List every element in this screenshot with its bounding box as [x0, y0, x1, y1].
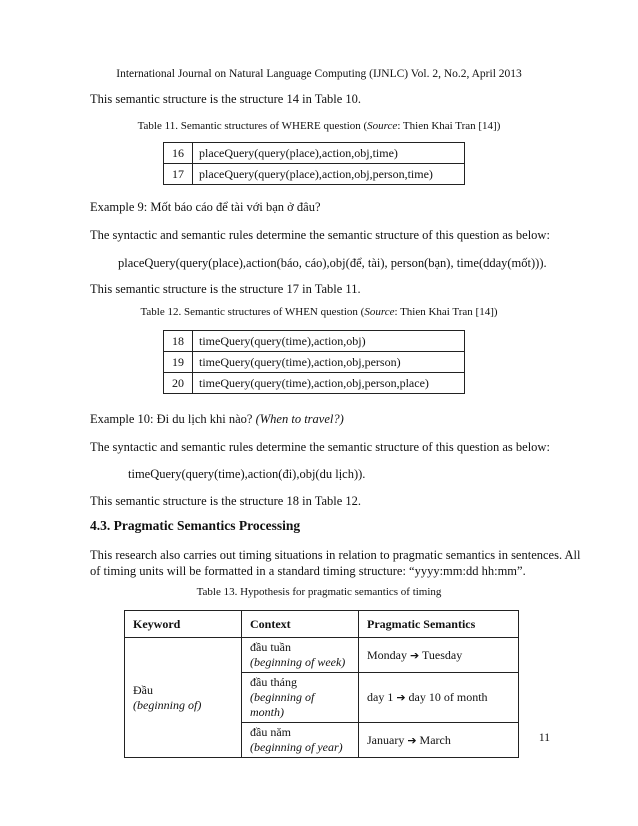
- paragraph-pragmatic-1: This research also carries out timing situations in relation to pragmatic semantics in sentences. All: [90, 548, 581, 562]
- table-header-row: [125, 611, 519, 638]
- paragraph-structure-17: This semantic structure is the structure 17 in Table 11.: [90, 282, 361, 296]
- row-number: 16: [164, 143, 193, 164]
- row-number: 17: [164, 164, 193, 185]
- example-10-text: Example 10: Đi du lịch khi nào?: [90, 412, 256, 426]
- table-11-caption: [0, 120, 638, 132]
- table-12: [163, 330, 465, 394]
- row-structure: placeQuery(query(place),action,obj,person,time): [193, 164, 465, 185]
- caption-text: : Thien Khai Tran [14]): [397, 120, 501, 132]
- page-number: 11: [538, 732, 550, 744]
- context-en: (beginning of year): [250, 740, 343, 754]
- journal-header: International Journal on Natural Language Computing (IJNLC) Vol. 2, No.2, April 2013: [116, 68, 522, 80]
- paragraph-rules-10: The syntactic and semantic rules determine the semantic structure of this question as below:: [90, 440, 550, 454]
- range-end: Tuesday: [422, 647, 463, 662]
- row-structure: timeQuery(query(time),action,obj,person): [193, 352, 465, 373]
- keyword-en: (beginning of): [133, 697, 202, 712]
- table-row: [164, 331, 465, 352]
- context-cell: [242, 638, 359, 673]
- table-row: [164, 164, 465, 185]
- rule-example-9: placeQuery(query(place),action(báo, cáo),obj(để, tài), person(bạn), time(dday(mốt))).: [118, 256, 547, 270]
- caption-source: Source: [364, 306, 395, 318]
- column-header-context: Context: [242, 611, 359, 638]
- keyword-vi: Đầu: [133, 682, 153, 697]
- arrow-right-icon: ➔: [410, 648, 420, 662]
- caption-source: Source: [367, 120, 398, 132]
- pragmatic-cell: [359, 723, 519, 758]
- row-structure: placeQuery(query(place),action,obj,time): [193, 143, 465, 164]
- table-13-caption: Table 13. Hypothesis for pragmatic semantics of timing: [196, 586, 442, 598]
- table-13: [124, 610, 519, 758]
- table-row: [164, 373, 465, 394]
- arrow-right-icon: ➔: [407, 733, 417, 747]
- table-12-caption: [0, 306, 638, 318]
- row-number: 20: [164, 373, 193, 394]
- caption-text: Table 11. Semantic structures of WHERE question (: [137, 120, 368, 132]
- table-row: [164, 352, 465, 373]
- section-heading: 4.3. Pragmatic Semantics Processing: [90, 518, 301, 533]
- paragraph-pragmatic-2: of timing units will be formatted in a standard timing structure: “yyyy:mm:dd hh:mm”.: [90, 564, 526, 578]
- caption-text: Table 12. Semantic structures of WHEN question (: [140, 306, 365, 318]
- table-row: [125, 638, 519, 673]
- table-row: [164, 143, 465, 164]
- context-vi: đầu tuần: [250, 640, 291, 654]
- context-cell: [242, 673, 359, 723]
- context-cell: [242, 723, 359, 758]
- pragmatic-cell: [359, 638, 519, 673]
- row-structure: timeQuery(query(time),action,obj): [193, 331, 465, 352]
- example-10-translation: (When to travel?): [255, 412, 344, 426]
- arrow-right-icon: ➔: [396, 691, 406, 704]
- paragraph-rules-9: The syntactic and semantic rules determine the semantic structure of this question as below:: [90, 228, 550, 242]
- rule-example-10: timeQuery(query(time),action(đi),obj(du lịch)).: [128, 467, 366, 481]
- example-10: [90, 412, 344, 427]
- paragraph-structure-18: This semantic structure is the structure 18 in Table 12.: [90, 494, 362, 508]
- context-en: (beginning of month): [250, 690, 315, 719]
- context-vi: đầu tháng: [250, 675, 297, 689]
- row-number: 19: [164, 352, 193, 373]
- caption-text: : Thien Khai Tran [14]): [394, 306, 498, 318]
- range-end: March: [419, 732, 451, 747]
- row-number: 18: [164, 331, 193, 352]
- range-start: January: [367, 732, 405, 747]
- range-start: Monday: [367, 647, 407, 662]
- context-en: (beginning of week): [250, 655, 346, 669]
- pragmatic-cell: [359, 673, 519, 723]
- paragraph-structure-14: This semantic structure is the structure 14 in Table 10.: [90, 92, 362, 106]
- column-header-pragmatic: Pragmatic Semantics: [359, 611, 519, 638]
- column-header-keyword: Keyword: [125, 611, 242, 638]
- row-structure: timeQuery(query(time),action,obj,person,place): [193, 373, 465, 394]
- range-start: day 1: [367, 690, 394, 704]
- table-11: [163, 142, 465, 185]
- example-9: Example 9: Mốt báo cáo để tài với bạn ở đâu?: [90, 200, 321, 214]
- keyword-cell: [125, 638, 242, 758]
- context-vi: đầu năm: [250, 725, 291, 739]
- range-end: day 10 of month: [408, 690, 488, 704]
